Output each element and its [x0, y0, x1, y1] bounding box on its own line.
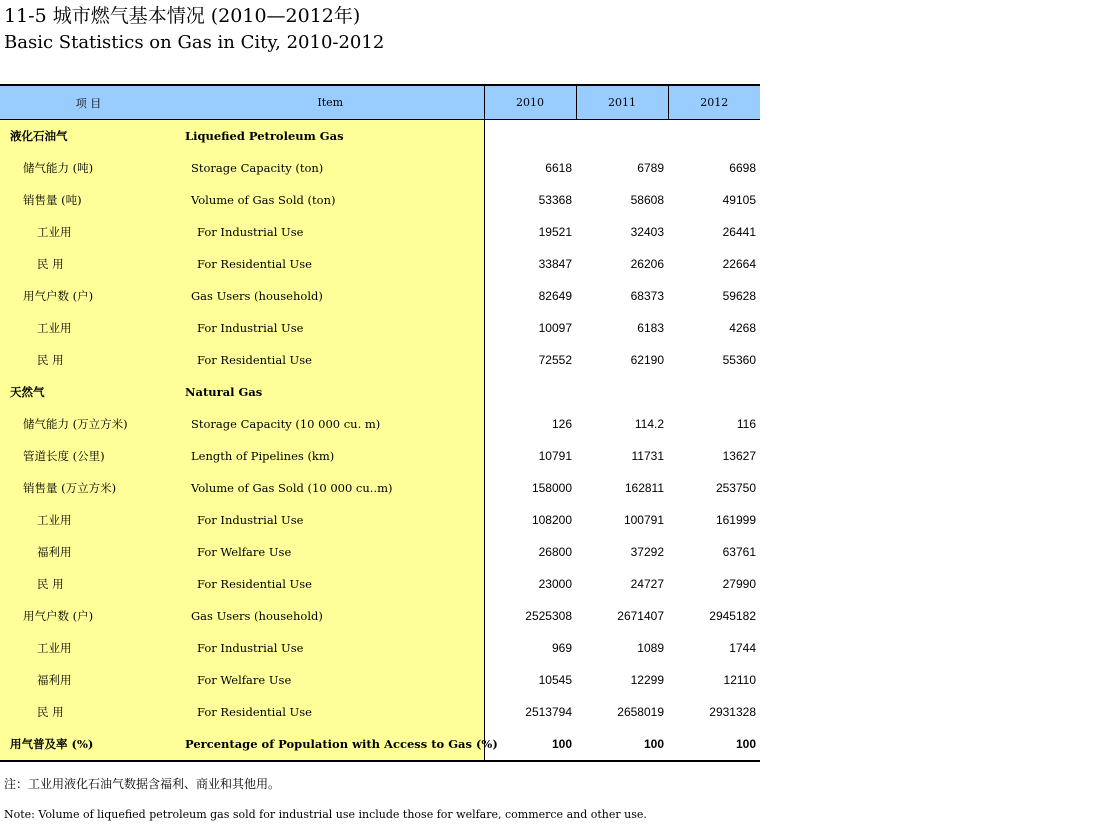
table-row: [0, 152, 760, 184]
value-cell-2012: 253750: [715, 481, 756, 495]
row-label-english: For Residential Use: [177, 344, 484, 376]
value-cell-2012: 55360: [722, 353, 756, 367]
row-label-chinese: 销售量 (万立方米): [0, 472, 177, 504]
row-label-chinese: 储气能力 (万立方米): [0, 408, 177, 440]
value-cell-2011: 2671407: [617, 609, 664, 623]
row-label-chinese: 工业用: [0, 504, 177, 536]
header-year-2012: 2012: [668, 85, 760, 120]
row-label-english: Percentage of Population with Access to Gas (%): [177, 728, 484, 761]
value-cell-2011: 6789: [637, 161, 664, 175]
value-cell-2011: 2658019: [617, 705, 664, 719]
value-cell-2010: 108200: [531, 513, 572, 527]
value-cell-2011: 58608: [630, 193, 664, 207]
value-cell-2010: 969: [551, 641, 572, 655]
value-cell-2011: [576, 120, 668, 153]
value-cell-2012: [668, 120, 760, 153]
value-cell-2010: 10097: [538, 321, 572, 335]
row-label-english: For Industrial Use: [177, 312, 484, 344]
table-row: [0, 664, 760, 696]
table-row: [0, 504, 760, 536]
row-label-chinese: 福利用: [0, 664, 177, 696]
row-label-english: Storage Capacity (10 000 cu. m): [177, 408, 484, 440]
row-label-english: Length of Pipelines (km): [177, 440, 484, 472]
value-cell-2011: 162811: [624, 481, 664, 495]
value-cell-2012: 22664: [722, 257, 756, 271]
value-cell-2010: 19521: [538, 225, 572, 239]
value-cell-2011: 24727: [630, 577, 664, 591]
value-cell-2012: 4268: [729, 321, 756, 335]
page-title-chinese: 11-5 城市燃气基本情况 (2010—2012年): [4, 5, 361, 27]
row-label-english: For Welfare Use: [177, 664, 484, 696]
row-label-english: For Industrial Use: [177, 504, 484, 536]
value-cell-2010: [484, 376, 576, 408]
value-cell-2012: 26441: [722, 225, 756, 239]
table-body: [0, 120, 760, 762]
value-cell-2011: 100791: [623, 513, 664, 527]
row-label-chinese: 民 用: [0, 568, 177, 600]
table-row: [0, 408, 760, 440]
row-label-chinese: 民 用: [0, 344, 177, 376]
table-header-row: [0, 85, 760, 120]
value-cell-2010: 126: [551, 417, 572, 431]
value-cell-2010: 6618: [545, 161, 572, 175]
row-label-chinese: 福利用: [0, 536, 177, 568]
row-label-english: Storage Capacity (ton): [177, 152, 484, 184]
value-cell-2012: 1744: [729, 641, 756, 655]
value-cell-2011: 11731: [631, 449, 664, 463]
value-cell-2011: 32403: [630, 225, 664, 239]
row-label-chinese: 天然气: [0, 376, 177, 408]
value-cell-2011: 100: [576, 728, 668, 761]
value-cell-2010: 82649: [538, 289, 572, 303]
row-label-english: Natural Gas: [177, 376, 484, 408]
gas-statistics-table: [0, 84, 760, 762]
row-label-chinese: 工业用: [0, 216, 177, 248]
value-cell-2010: 2525308: [525, 609, 572, 623]
table-row: [0, 536, 760, 568]
footnote-chinese: 注：工业用液化石油气数据含福利、商业和其他用。: [4, 777, 281, 791]
row-label-chinese: 管道长度 (公里): [0, 440, 177, 472]
row-label-chinese: 用气户数 (户): [0, 600, 177, 632]
value-cell-2010: [484, 120, 576, 153]
footnote-english: Note: Volume of liquefied petroleum gas sold for industrial use include those for welfare, commerce and other use.: [4, 808, 647, 821]
value-cell-2010: 158000: [531, 481, 572, 495]
value-cell-2011: 1089: [637, 641, 664, 655]
value-cell-2010: 10545: [538, 673, 572, 687]
row-label-english: Volume of Gas Sold (10 000 cu..m): [177, 472, 484, 504]
value-cell-2012: 2945182: [709, 609, 756, 623]
page-title-english: Basic Statistics on Gas in City, 2010-2012: [4, 32, 385, 53]
table-row: [0, 696, 760, 728]
table-row: [0, 728, 760, 761]
table-row: [0, 472, 760, 504]
row-label-english: Gas Users (household): [177, 600, 484, 632]
table-row: [0, 248, 760, 280]
value-cell-2011: 37292: [630, 545, 664, 559]
table-row: [0, 376, 760, 408]
table-row: [0, 344, 760, 376]
header-item-english: Item: [177, 85, 484, 120]
table-row: [0, 280, 760, 312]
header-item-chinese: 项 目: [0, 85, 177, 120]
table-row: [0, 440, 760, 472]
row-label-chinese: 液化石油气: [0, 120, 177, 153]
value-cell-2010: 33847: [538, 257, 572, 271]
value-cell-2012: 63761: [722, 545, 756, 559]
row-label-english: Volume of Gas Sold (ton): [177, 184, 484, 216]
row-label-english: For Residential Use: [177, 696, 484, 728]
row-label-english: For Industrial Use: [177, 632, 484, 664]
table-row: [0, 120, 760, 153]
header-year-2011: 2011: [576, 85, 668, 120]
value-cell-2012: 49105: [722, 193, 756, 207]
value-cell-2012: 59628: [722, 289, 756, 303]
row-label-chinese: 销售量 (吨): [0, 184, 177, 216]
table-row: [0, 312, 760, 344]
value-cell-2010: 23000: [538, 577, 572, 591]
value-cell-2011: 6183: [637, 321, 664, 335]
value-cell-2010: 72552: [538, 353, 572, 367]
value-cell-2011: 114.2: [634, 417, 664, 431]
row-label-english: Gas Users (household): [177, 280, 484, 312]
row-label-chinese: 储气能力 (吨): [0, 152, 177, 184]
value-cell-2010: 53368: [538, 193, 572, 207]
value-cell-2012: 6698: [729, 161, 756, 175]
table-row: [0, 632, 760, 664]
row-label-chinese: 民 用: [0, 248, 177, 280]
value-cell-2012: 27990: [722, 577, 756, 591]
value-cell-2012: 116: [736, 417, 756, 431]
value-cell-2011: 26206: [630, 257, 664, 271]
table-row: [0, 216, 760, 248]
value-cell-2010: 10791: [538, 449, 572, 463]
row-label-english: Liquefied Petroleum Gas: [177, 120, 484, 153]
header-year-2010: 2010: [484, 85, 576, 120]
table-row: [0, 184, 760, 216]
table-row: [0, 600, 760, 632]
row-label-english: For Industrial Use: [177, 216, 484, 248]
value-cell-2012: [668, 376, 760, 408]
row-label-chinese: 工业用: [0, 312, 177, 344]
row-label-english: For Residential Use: [177, 568, 484, 600]
value-cell-2012: 2931328: [709, 705, 756, 719]
value-cell-2010: 26800: [538, 545, 572, 559]
value-cell-2011: [576, 376, 668, 408]
table-row: [0, 568, 760, 600]
row-label-english: For Residential Use: [177, 248, 484, 280]
value-cell-2012: 100: [668, 728, 760, 761]
value-cell-2010: 2513794: [525, 705, 572, 719]
row-label-english: For Welfare Use: [177, 536, 484, 568]
value-cell-2011: 68373: [630, 289, 664, 303]
row-label-chinese: 工业用: [0, 632, 177, 664]
value-cell-2010: 100: [484, 728, 576, 761]
value-cell-2012: 161999: [715, 513, 756, 527]
row-label-chinese: 用气户数 (户): [0, 280, 177, 312]
row-label-chinese: 用气普及率 (%): [0, 728, 177, 761]
value-cell-2011: 12299: [630, 673, 664, 687]
value-cell-2012: 12110: [723, 673, 756, 687]
value-cell-2012: 13627: [722, 449, 756, 463]
row-label-chinese: 民 用: [0, 696, 177, 728]
value-cell-2011: 62190: [630, 353, 664, 367]
